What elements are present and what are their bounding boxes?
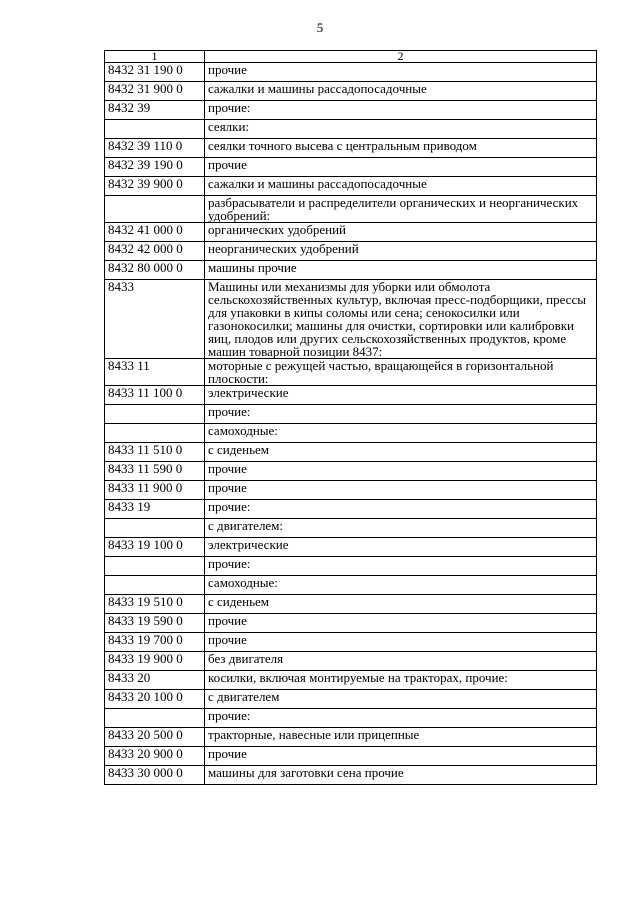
code-cell [105, 576, 205, 595]
description-cell: с двигателем: [205, 519, 597, 538]
code-cell: 8433 [105, 280, 205, 359]
table-row [105, 481, 597, 500]
code-cell: 8433 20 900 0 [105, 747, 205, 766]
description-cell: сеялки: [205, 120, 597, 139]
description-cell: самоходные: [205, 576, 597, 595]
code-cell [105, 120, 205, 139]
code-cell: 8432 31 900 0 [105, 82, 205, 101]
code-cell: 8432 39 190 0 [105, 158, 205, 177]
code-cell [105, 424, 205, 443]
table-row [105, 424, 597, 443]
description-cell: с сиденьем [205, 595, 597, 614]
code-cell: 8432 39 110 0 [105, 139, 205, 158]
description-cell: прочие [205, 481, 597, 500]
description-cell: самоходные: [205, 424, 597, 443]
table-row [105, 709, 597, 728]
description-cell: прочие [205, 614, 597, 633]
description-cell: разбрасыватели и распределители органических и неорганических удобрений: [205, 196, 597, 223]
code-cell: 8433 19 100 0 [105, 538, 205, 557]
table-row [105, 261, 597, 280]
description-cell: прочие: [205, 500, 597, 519]
tariff-code-table [104, 50, 597, 785]
column-header-2: 2 [205, 51, 597, 63]
table-row [105, 443, 597, 462]
page-number: 5 [316, 20, 324, 35]
table-row [105, 614, 597, 633]
column-header-1: 1 [105, 51, 205, 63]
table-row [105, 101, 597, 120]
description-cell: прочие [205, 158, 597, 177]
table-row [105, 766, 597, 785]
table-row [105, 242, 597, 261]
code-cell: 8433 11 900 0 [105, 481, 205, 500]
code-cell: 8432 39 900 0 [105, 177, 205, 196]
table-row [105, 690, 597, 709]
table-row [105, 386, 597, 405]
code-cell: 8433 20 100 0 [105, 690, 205, 709]
code-cell: 8433 30 000 0 [105, 766, 205, 785]
code-cell: 8432 80 000 0 [105, 261, 205, 280]
code-cell: 8432 31 190 0 [105, 63, 205, 82]
description-cell: без двигателя [205, 652, 597, 671]
table-row [105, 223, 597, 242]
code-cell [105, 709, 205, 728]
description-cell: прочие [205, 633, 597, 652]
description-cell: с сиденьем [205, 443, 597, 462]
table-row [105, 280, 597, 359]
table-row [105, 519, 597, 538]
table-row [105, 359, 597, 386]
code-cell [105, 196, 205, 223]
description-cell: сажалки и машины рассадопосадочные [205, 177, 597, 196]
table-row [105, 652, 597, 671]
description-cell: машины прочие [205, 261, 597, 280]
description-cell: Машины или механизмы для уборки или обмолота сельскохозяйственных культур, включая пресс-подборщики, прессы для упаковки в кипы соломы или сена; сенокосилки или газонокосилки; машины для очистки, сортировки или калибровки яиц, плодов или других сельскохозяйственных продуктов, кроме машин товарной позиции 8437: [205, 280, 597, 359]
code-cell: 8433 19 590 0 [105, 614, 205, 633]
code-cell: 8433 11 590 0 [105, 462, 205, 481]
table-row [105, 595, 597, 614]
description-cell: прочие: [205, 101, 597, 120]
description-cell: прочие [205, 63, 597, 82]
description-cell: электрические [205, 538, 597, 557]
code-cell: 8432 41 000 0 [105, 223, 205, 242]
code-cell: 8433 11 510 0 [105, 443, 205, 462]
code-cell: 8433 20 [105, 671, 205, 690]
description-cell: с двигателем [205, 690, 597, 709]
description-cell: прочие: [205, 557, 597, 576]
description-cell: машины для заготовки сена прочие [205, 766, 597, 785]
code-cell: 8433 19 900 0 [105, 652, 205, 671]
table-row [105, 576, 597, 595]
code-cell: 8432 39 [105, 101, 205, 120]
description-cell: сажалки и машины рассадопосадочные [205, 82, 597, 101]
description-cell: тракторные, навесные или прицепные [205, 728, 597, 747]
code-cell: 8433 20 500 0 [105, 728, 205, 747]
table-row [105, 139, 597, 158]
table-row [105, 177, 597, 196]
code-cell [105, 405, 205, 424]
table-header-row [105, 51, 597, 63]
table-row [105, 728, 597, 747]
description-cell: прочие: [205, 405, 597, 424]
table-row [105, 747, 597, 766]
table-row [105, 538, 597, 557]
description-cell: прочие [205, 462, 597, 481]
table-row [105, 158, 597, 177]
code-cell: 8433 11 [105, 359, 205, 386]
table-row [105, 63, 597, 82]
table-row [105, 462, 597, 481]
code-cell: 8433 19 [105, 500, 205, 519]
code-cell: 8432 42 000 0 [105, 242, 205, 261]
table-row [105, 120, 597, 139]
code-cell [105, 557, 205, 576]
table-row [105, 82, 597, 101]
table-row [105, 196, 597, 223]
description-cell: моторные с режущей частью, вращающейся в горизонтальной плоскости: [205, 359, 597, 386]
description-cell: электрические [205, 386, 597, 405]
description-cell: неорганических удобрений [205, 242, 597, 261]
description-cell: прочие [205, 747, 597, 766]
description-cell: сеялки точного высева с центральным приводом [205, 139, 597, 158]
table-row [105, 500, 597, 519]
description-cell: прочие: [205, 709, 597, 728]
table-row [105, 557, 597, 576]
table-row [105, 671, 597, 690]
description-cell: органических удобрений [205, 223, 597, 242]
code-cell: 8433 19 700 0 [105, 633, 205, 652]
table-row [105, 633, 597, 652]
code-cell: 8433 19 510 0 [105, 595, 205, 614]
description-cell: косилки, включая монтируемые на тракторах, прочие: [205, 671, 597, 690]
code-cell: 8433 11 100 0 [105, 386, 205, 405]
code-cell [105, 519, 205, 538]
table-row [105, 405, 597, 424]
